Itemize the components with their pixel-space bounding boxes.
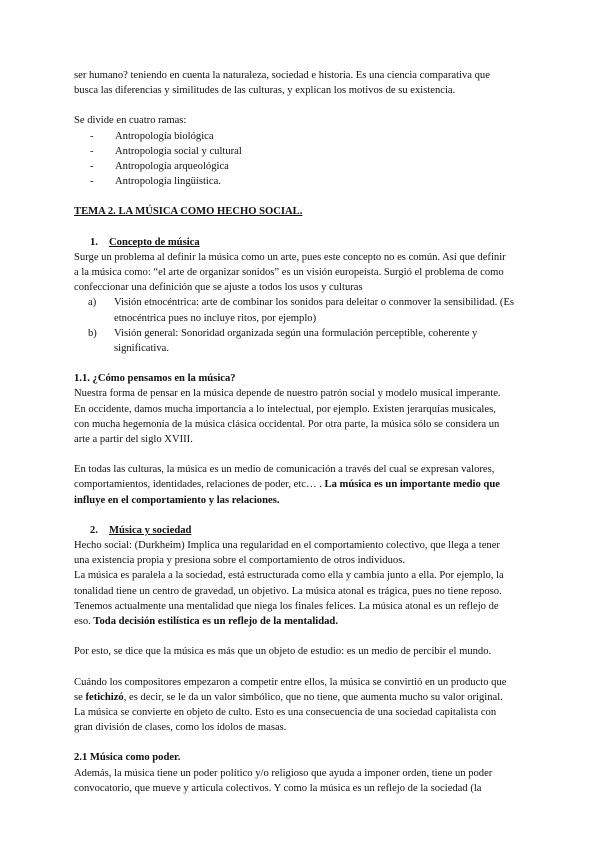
sec2-p4-line-2: se fetichizó, es decir, se le da un valor simbólico, que no tiene, que aumenta mucho su valor original. [74, 691, 503, 703]
sec2-p2-line-2: tonalidad tiene un centro de gravedad, un objetivo. La música atonal es trágica, pues no tiene reposo. [74, 585, 502, 597]
dash-marker: - [90, 176, 94, 188]
sec11-p1-line-3: con mucha hegemonía de la música clásica occidental. Por otra parte, la música sólo se considera un [74, 418, 500, 430]
sec2-p1-line-2: una existencia propia y presiona sobre el comportamiento de otros individuos. [74, 555, 405, 567]
sec11-p1-line-4: arte a partir del siglo XVIII. [74, 434, 193, 446]
sec21-line-2: convocatorio, que mueve y articula colectivos. Y como la música es un reflejo de la sociedad (la [74, 782, 482, 794]
section-2-heading: 2. Música y sociedad [90, 524, 192, 536]
divide-label: Se divide en cuatro ramas: [74, 115, 187, 127]
tema-2-title: TEMA 2. LA MÚSICA COMO HECHO SOCIAL. [74, 206, 303, 218]
section-1-heading: 1. Concepto de música [90, 236, 200, 248]
sec2-p3: Por esto, se dice que la música es más que un objeto de estudio: es un medio de percibir el mundo. [74, 646, 492, 658]
intro-line-1: ser humano? teniendo en cuenta la naturaleza, sociedad e historia. Es una ciencia comparativa que [74, 70, 490, 81]
sec2-p2-line-1: La música es paralela a la sociedad, está estructurada como ella y cambia junto a ella. Por ejemplo, la [74, 570, 504, 582]
list-item: - Antropología social y cultural [74, 144, 538, 159]
sec11-p1-line-2: En occidente, damos mucha importancia a lo intelectual, por ejemplo. Existen jerarquías musicales, [74, 403, 496, 415]
sec11-p2-line-1: En todas las culturas, la música es un medio de comunicación a través del cual se expresan valores, [74, 464, 495, 476]
list-item: b) Visión general: Sonoridad organizada según una formulación perceptible, coherente y significativa. [88, 327, 478, 355]
sec1-line-2: a la música como: “el arte de organizar sonidos” es un visión europeísta. Surgió el problema de como [74, 267, 504, 279]
intro-line-2: busca las diferencias y similitudes de las culturas, y explican los motivos de su existencia. [74, 85, 456, 97]
sec11-p2-line-2: comportamientos, identidades, relaciones de poder, etc… . La música es un importante medio que [74, 479, 500, 491]
list-item: a) Visión etnocéntrica: arte de combinar los sonidos para deleitar o conmover la sensibilidad. (Es etnocéntrica pues no incluye ritos, por ejemplo) [88, 297, 515, 324]
list-item: - Antropología lingüística. [74, 174, 538, 189]
sec2-p4-line-3: La música se convierte en objeto de culto. Esto es una consecuencia de una sociedad capitalista con [74, 706, 497, 718]
dash-marker: - [90, 130, 94, 142]
sec2-p2-line-4: eso. Toda decisión estilística es un reflejo de la mentalidad. [74, 616, 338, 628]
sec1-line-3: confeccionar una definición que se ajuste a todos los usos y culturas [74, 282, 363, 294]
branches-list [74, 129, 538, 190]
sec11-p1-line-1: Nuestra forma de pensar en la música depende de nuestro patrón social y modelo musical imperante. [74, 388, 501, 400]
dash-marker: - [90, 145, 94, 157]
section-1-1-heading: 1.1. ¿Cómo pensamos en la música? [74, 373, 236, 385]
definitions-list [74, 295, 538, 356]
sec2-p4-line-4: gran división de clases, como los ídolos de masas. [74, 722, 287, 734]
sec11-p2-line-3: influye en el comportamiento y las relaciones. [74, 494, 280, 506]
sec1-line-1: Surge un problema al definir la música como un arte, pues este concepto no es común. Así que definir [74, 251, 506, 263]
sec2-p1-line-1: Hecho social: (Durkheim) Implica una regularidad en el comportamiento colectivo, que llega a tener [74, 540, 500, 552]
list-item: - Antropología biológica [74, 129, 538, 144]
sec2-p4-line-1: Cuándo los compositores empezaron a competir entre ellos, la música se convirtió en un producto que [74, 676, 507, 688]
section-2-1-heading: 2.1 Música como poder. [74, 752, 181, 764]
sec2-p2-line-3: Tenemos actualmente una mentalidad que niega los finales felices. La música atonal es un reflejo de [74, 600, 499, 612]
list-item: - Antropología arqueológica [74, 159, 538, 174]
sec21-line-1: Además, la música tiene un poder político y/o religioso que ayuda a imponer orden, tiene un poder [74, 767, 493, 779]
dash-marker: - [90, 161, 94, 173]
